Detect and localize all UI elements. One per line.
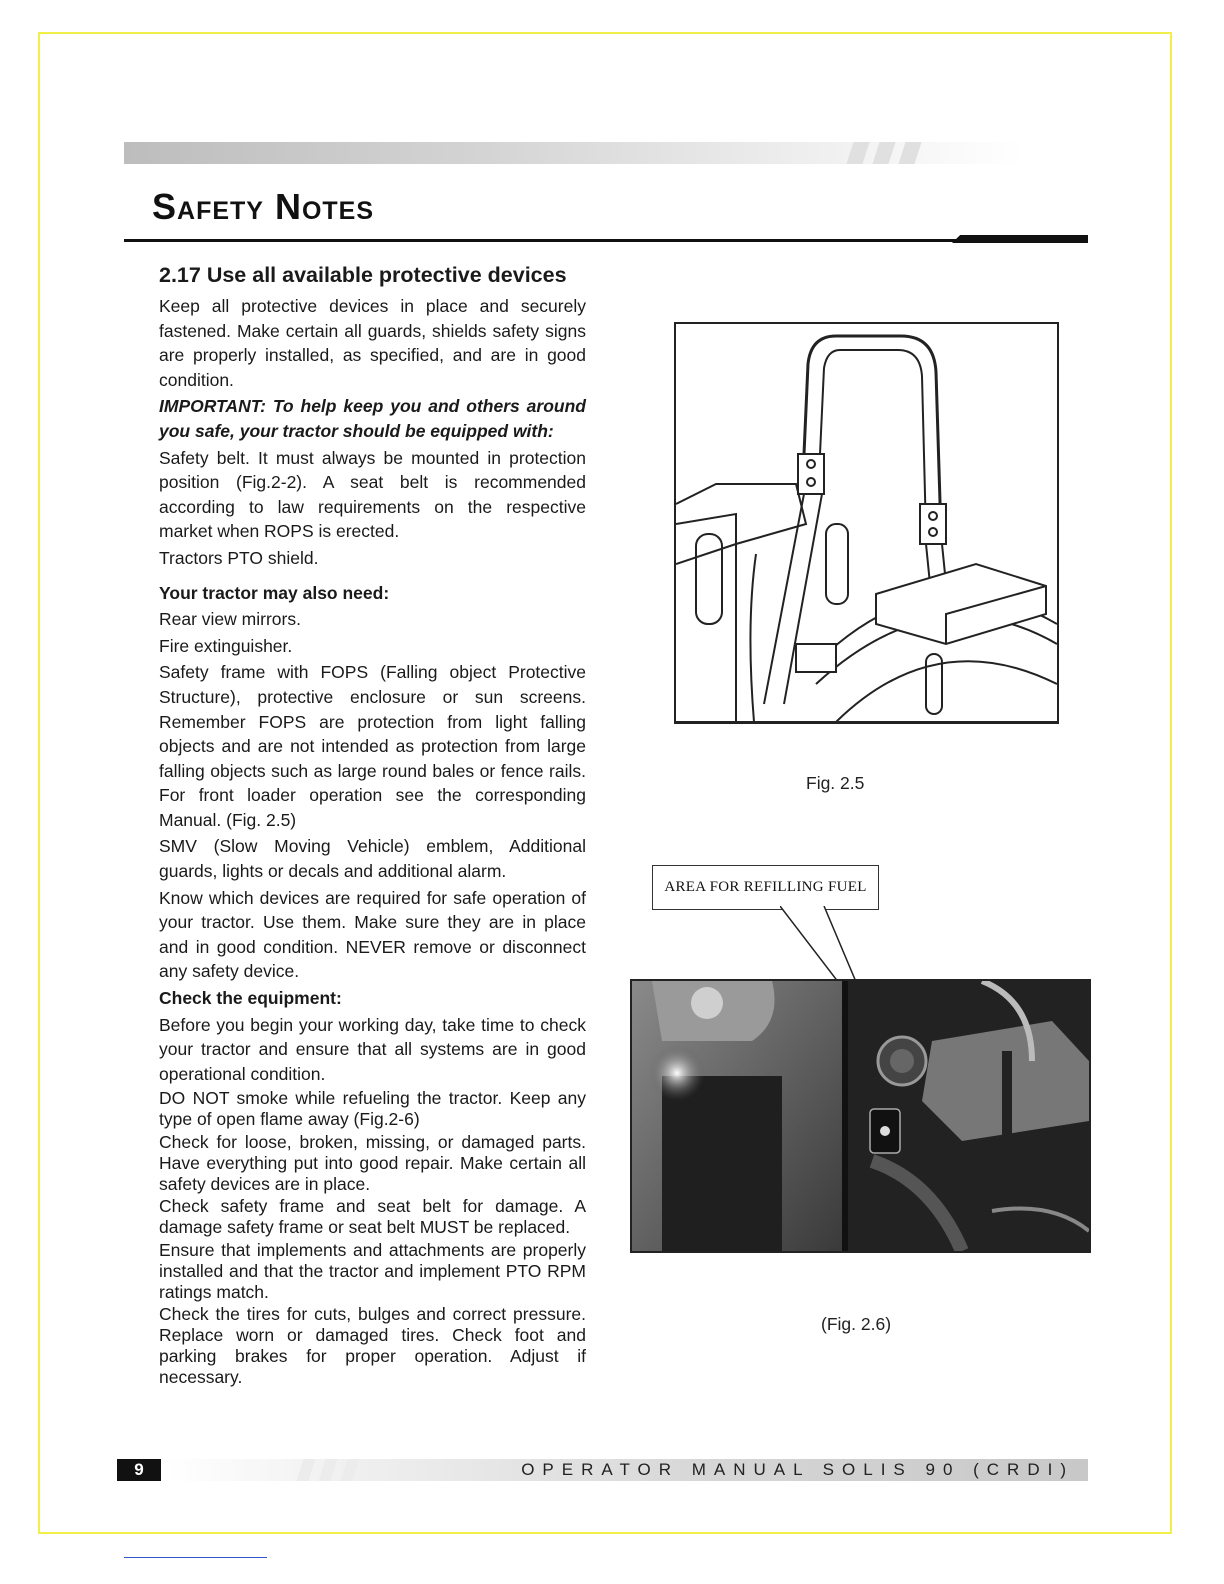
paragraph-mirrors: Rear view mirrors. <box>159 609 301 630</box>
important-note: IMPORTANT: To help keep you and others around you safe, your tractor should be equipped with: <box>159 396 586 441</box>
paragraph-check-parts: Check for loose, broken, missing, or damaged parts. Have everything put into good repair. Make certain all safety devices are in place. <box>159 1132 586 1194</box>
fuel-area-photo <box>630 979 1091 1253</box>
paragraph-tires: Check the tires for cuts, bulges and correct pressure. Replace worn or damaged tires. Check foot and parking brakes for proper operation. Adjust if necessary. <box>159 1304 586 1387</box>
fig-caption-2-5: Fig. 2.5 <box>806 773 865 793</box>
paragraph-before-begin: Before you begin your working day, take time to check your tractor and ensure that all systems are in good operational condition. <box>159 1014 586 1084</box>
paragraph-safety-belt: Safety belt. It must always be mounted in protection position (Fig.2-2). A seat belt is recommended according to law requirements on the respective market when ROPS is erected. <box>159 447 586 542</box>
paragraph-smv: SMV (Slow Moving Vehicle) emblem, Additional guards, lights or decals and additional alarm. <box>159 836 586 882</box>
paragraph-fops: Safety frame with FOPS (Falling object Protective Structure), protective enclosure or sun screens. Remember FOPS are protection from light falling objects and are not intended as protection from large falling objects such as large round bales or fence rails. For front loader operation see the corresponding Manual. (Fig. 2.5) <box>159 662 586 830</box>
paragraph-no-smoke: DO NOT smoke while refueling the tractor. Keep any type of open flame away (Fig.2-6) <box>159 1088 586 1130</box>
manual-title: OPERATOR MANUAL SOLIS 90 (CRDI) <box>521 1460 1074 1479</box>
paragraph-check-frame: Check safety frame and seat belt for damage. A damage safety frame or seat belt MUST be replaced. <box>159 1196 586 1238</box>
rops-figure <box>674 322 1059 724</box>
subheading-check-equipment: Check the equipment: <box>159 988 342 1009</box>
text-column <box>159 260 586 1390</box>
fuel-area-photo-drawing <box>632 981 1089 1251</box>
rops-line-drawing <box>676 324 1057 722</box>
section-heading: 2.17 Use all available protective devices <box>159 263 567 287</box>
paragraph-extinguisher: Fire extinguisher. <box>159 635 293 656</box>
paragraph-know-devices: Know which devices are required for safe operation of your tractor. Use them. Make sure they are in place and in good condition. NEVER remove or disconnect any safety device. <box>159 887 586 982</box>
paragraph-intro: Keep all protective devices in place and securely fastened. Make certain all guards, shields safety signs are properly installed, as specified, and are in good condition. <box>159 296 586 390</box>
title-rule <box>124 239 1088 242</box>
paragraph-pto-shield: Tractors PTO shield. <box>159 547 319 568</box>
paragraph-implements: Ensure that implements and attachments are properly installed and that the tractor and implement PTO RPM ratings match. <box>159 1239 586 1302</box>
subheading-may-also-need: Your tractor may also need: <box>159 582 390 603</box>
fig-caption-2-6: (Fig. 2.6) <box>821 1314 892 1334</box>
title-rule-tab <box>952 235 1088 243</box>
bottom-link-underline <box>124 1557 267 1558</box>
page-number: 9 <box>117 1459 161 1481</box>
section-title: Safety Notes <box>152 186 375 227</box>
fuel-callout-label: AREA FOR REFILLING FUEL <box>652 865 879 910</box>
